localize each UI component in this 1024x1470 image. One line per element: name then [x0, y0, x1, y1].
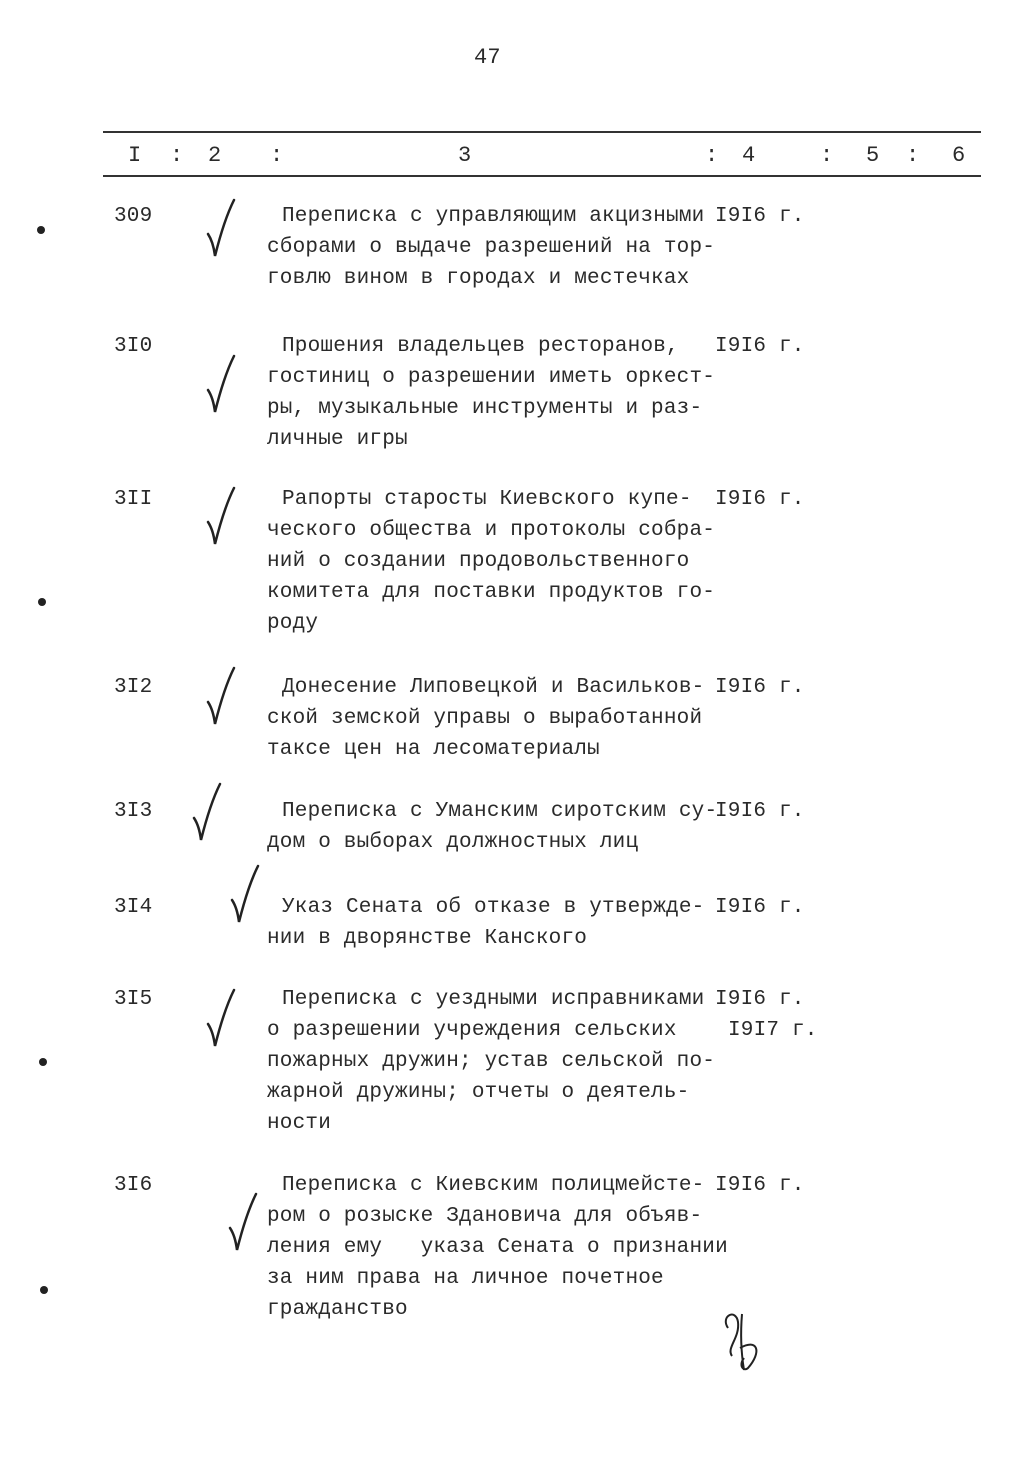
entry-title-line: личные игры	[267, 428, 408, 451]
entry-year: I9I7 г.	[728, 1019, 818, 1042]
column-header: 4	[742, 143, 756, 168]
entry-title-line: ний о создании продовольственного	[267, 550, 690, 573]
entry-title-line: Рапорты старосты Киевского купе-	[282, 488, 692, 511]
entry-title-line: ления ему указа Сената о признании	[267, 1236, 728, 1259]
entry-title-line: гражданство	[267, 1298, 408, 1321]
entry-year: I9I6 г.	[715, 488, 805, 511]
page-number: 47	[474, 45, 501, 70]
entry-title-line: Переписка с Уманским сиротским су-	[282, 800, 718, 823]
entry-title-line: Указ Сената об отказе в утвержде-	[282, 896, 705, 919]
column-header: 3	[458, 143, 472, 168]
entry-title-line: сборами о выдаче разрешений на тор-	[267, 236, 716, 259]
signature-initials	[718, 1308, 768, 1378]
entry-number: 3II	[114, 488, 153, 511]
column-separator: :	[820, 143, 834, 168]
entry-title-line: за ним права на личное почетное	[267, 1267, 664, 1290]
entry-number: 3I4	[114, 896, 153, 919]
entry-year: I9I6 г.	[715, 1174, 805, 1197]
entry-title-line: Переписка с Киевским полицмейсте-	[282, 1174, 705, 1197]
entry-title-line: ром о розыске Здановича для объяв-	[267, 1205, 703, 1228]
header-rule-top	[103, 131, 981, 133]
entry-title-line: таксе цен на лесоматериалы	[267, 738, 600, 761]
entry-title-line: ры, музыкальные инструменты и раз-	[267, 397, 703, 420]
entry-year: I9I6 г.	[715, 800, 805, 823]
entry-number: 3I3	[114, 800, 153, 823]
checkmark-icon	[228, 862, 268, 932]
punch-hole-mark	[40, 1286, 48, 1294]
entry-title-line: Переписка с управляющим акцизными	[282, 205, 705, 228]
entry-title-line: говлю вином в городах и местечках	[267, 267, 690, 290]
entry-year: I9I6 г.	[715, 335, 805, 358]
entry-title-line: роду	[267, 612, 319, 635]
entry-year: I9I6 г.	[715, 676, 805, 699]
entry-title-line: комитета для поставки продуктов го-	[267, 581, 716, 604]
entry-number: 3I0	[114, 335, 153, 358]
checkmark-icon	[226, 1190, 266, 1260]
header-rule-bottom	[103, 175, 981, 177]
column-separator: :	[270, 143, 284, 168]
checkmark-icon	[204, 664, 244, 734]
column-header: I	[128, 143, 142, 168]
checkmark-icon	[190, 780, 230, 850]
entry-number: 309	[114, 205, 153, 228]
checkmark-icon	[204, 986, 244, 1056]
entry-title-line: пожарных дружин; устав сельской по-	[267, 1050, 716, 1073]
column-separator: :	[170, 143, 184, 168]
entry-number: 3I5	[114, 988, 153, 1011]
checkmark-icon	[204, 196, 244, 266]
checkmark-icon	[204, 484, 244, 554]
entry-title-line: ской земской управы о выработанной	[267, 707, 703, 730]
checkmark-icon	[204, 352, 244, 422]
entry-title-line: Донесение Липовецкой и Васильков-	[282, 676, 705, 699]
entry-title-line: гостиниц о разрешении иметь оркест-	[267, 366, 716, 389]
column-separator: :	[705, 143, 719, 168]
entry-year: I9I6 г.	[715, 205, 805, 228]
punch-hole-mark	[38, 598, 46, 606]
column-header: 5	[866, 143, 880, 168]
entry-year: I9I6 г.	[715, 988, 805, 1011]
punch-hole-mark	[37, 226, 45, 234]
entry-title-line: жарной дружины; отчеты о деятель-	[267, 1081, 690, 1104]
column-separator: :	[906, 143, 920, 168]
entry-title-line: ческого общества и протоколы собра-	[267, 519, 716, 542]
punch-hole-mark	[39, 1058, 47, 1066]
column-header: 6	[952, 143, 966, 168]
entry-title-line: нии в дворянстве Канского	[267, 927, 588, 950]
column-header: 2	[208, 143, 222, 168]
entry-title-line: Переписка с уездными исправниками	[282, 988, 705, 1011]
entry-year: I9I6 г.	[715, 896, 805, 919]
entry-number: 3I2	[114, 676, 153, 699]
entry-number: 3I6	[114, 1174, 153, 1197]
entry-title-line: ности	[267, 1112, 332, 1135]
entry-title-line: Прошения владельцев ресторанов,	[282, 335, 679, 358]
entry-title-line: о разрешении учреждения сельских	[267, 1019, 677, 1042]
entry-title-line: дом о выборах должностных лиц	[267, 831, 639, 854]
